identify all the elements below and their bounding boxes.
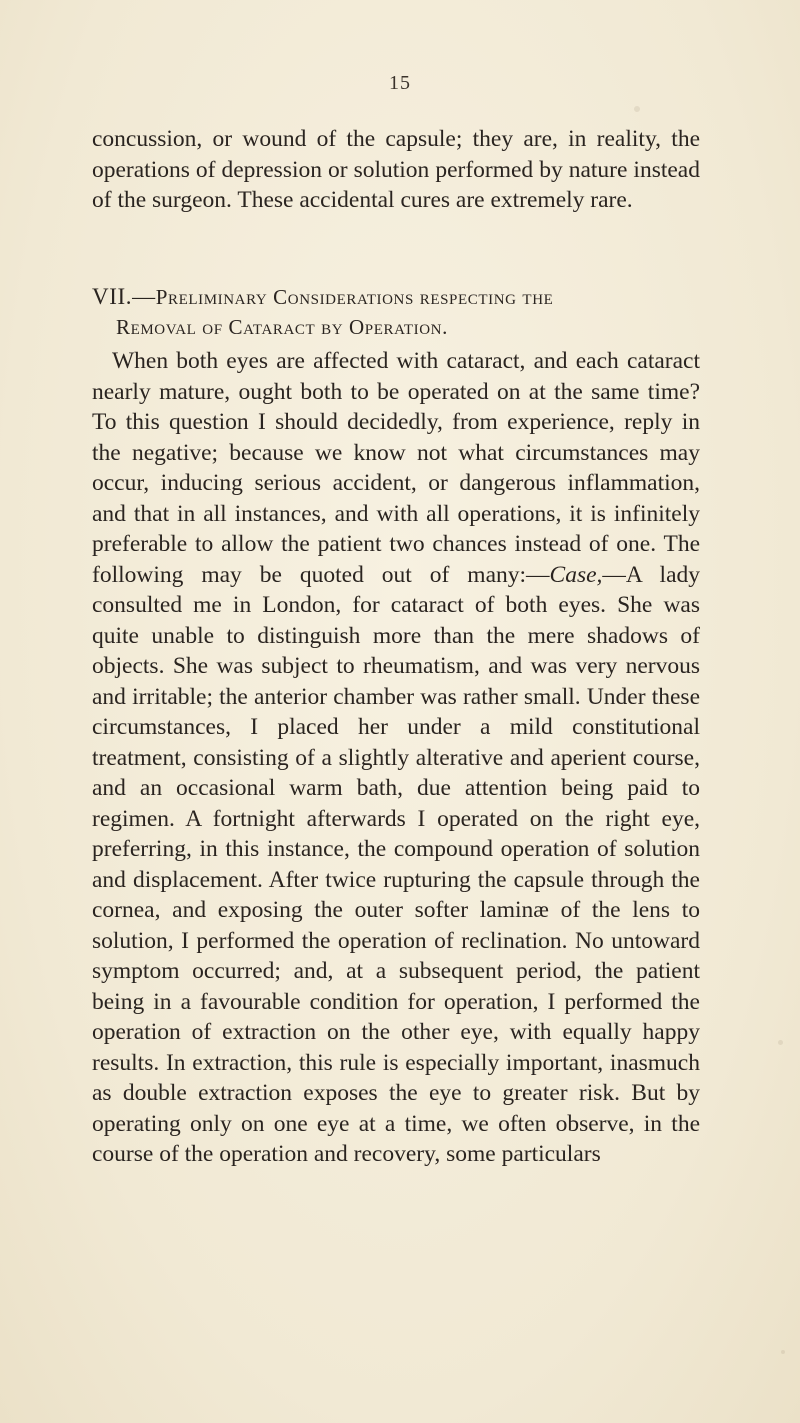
section-numeral: VII.— xyxy=(92,284,156,309)
body-text-part1: When both eyes are affected with cataract, and each cataract nearly mature, ought both to be operated on at the same time? To this question I should decidedly, from experience, reply in the negative; because we know not what circumstances may occur, inducing serious accident, or dangerous inflammation, and that in all instances, and with all operations, it is infinitely preferable to allow the patient two chances instead of one. The following may be quoted out of many:— xyxy=(92,348,700,588)
body-paragraph xyxy=(92,346,700,1170)
paper-speck xyxy=(778,1040,783,1045)
section-heading-line2: Removal of Cataract by Operation. xyxy=(116,315,448,339)
paper-speck xyxy=(781,1350,785,1354)
section-heading xyxy=(92,282,702,342)
body-text-part2: —A lady consulted me in London, for cataract of both eyes. She was quite unable to distinguish more than the mere shadows of objects. She was subject to rheumatism, and was very nervous and irritable; the anterior chamber was rather small. Under these circumstances, I placed her under a mild constitutional treatment, consisting of a slightly alterative and aperient course, and an occasional warm bath, due attention being paid to regimen. A fortnight afterwards I operated on the right eye, preferring, in this instance, the compound operation of solution and displacement. After twice rupturing the capsule through the cornea, and exposing the outer softer laminæ of the lens to solution, I performed the operation of reclination. No untoward symptom occurred; and, at a subsequent period, the patient being in a favourable condition for operation, I performed the operation of extraction on the other eye, with equally happy results. In extraction, this rule is especially important, inasmuch as double extraction exposes the eye to greater risk. But by operating only on one eye at a time, we often observe, in the course of the operation and recovery, some particulars xyxy=(92,561,701,1167)
intro-paragraph-block xyxy=(92,124,700,216)
case-label: Case, xyxy=(549,561,603,588)
paper-speck xyxy=(634,106,640,112)
body-paragraph-block xyxy=(92,346,700,1170)
intro-paragraph: concussion, or wound of the capsule; they are, in reality, the operations of depression or solution performed by nature instead of the surgeon. These accidental cures are extremely rare. xyxy=(92,126,700,213)
section-heading-line1: Preliminary Considerations respecting the xyxy=(155,285,554,309)
page-number: 15 xyxy=(389,72,411,94)
